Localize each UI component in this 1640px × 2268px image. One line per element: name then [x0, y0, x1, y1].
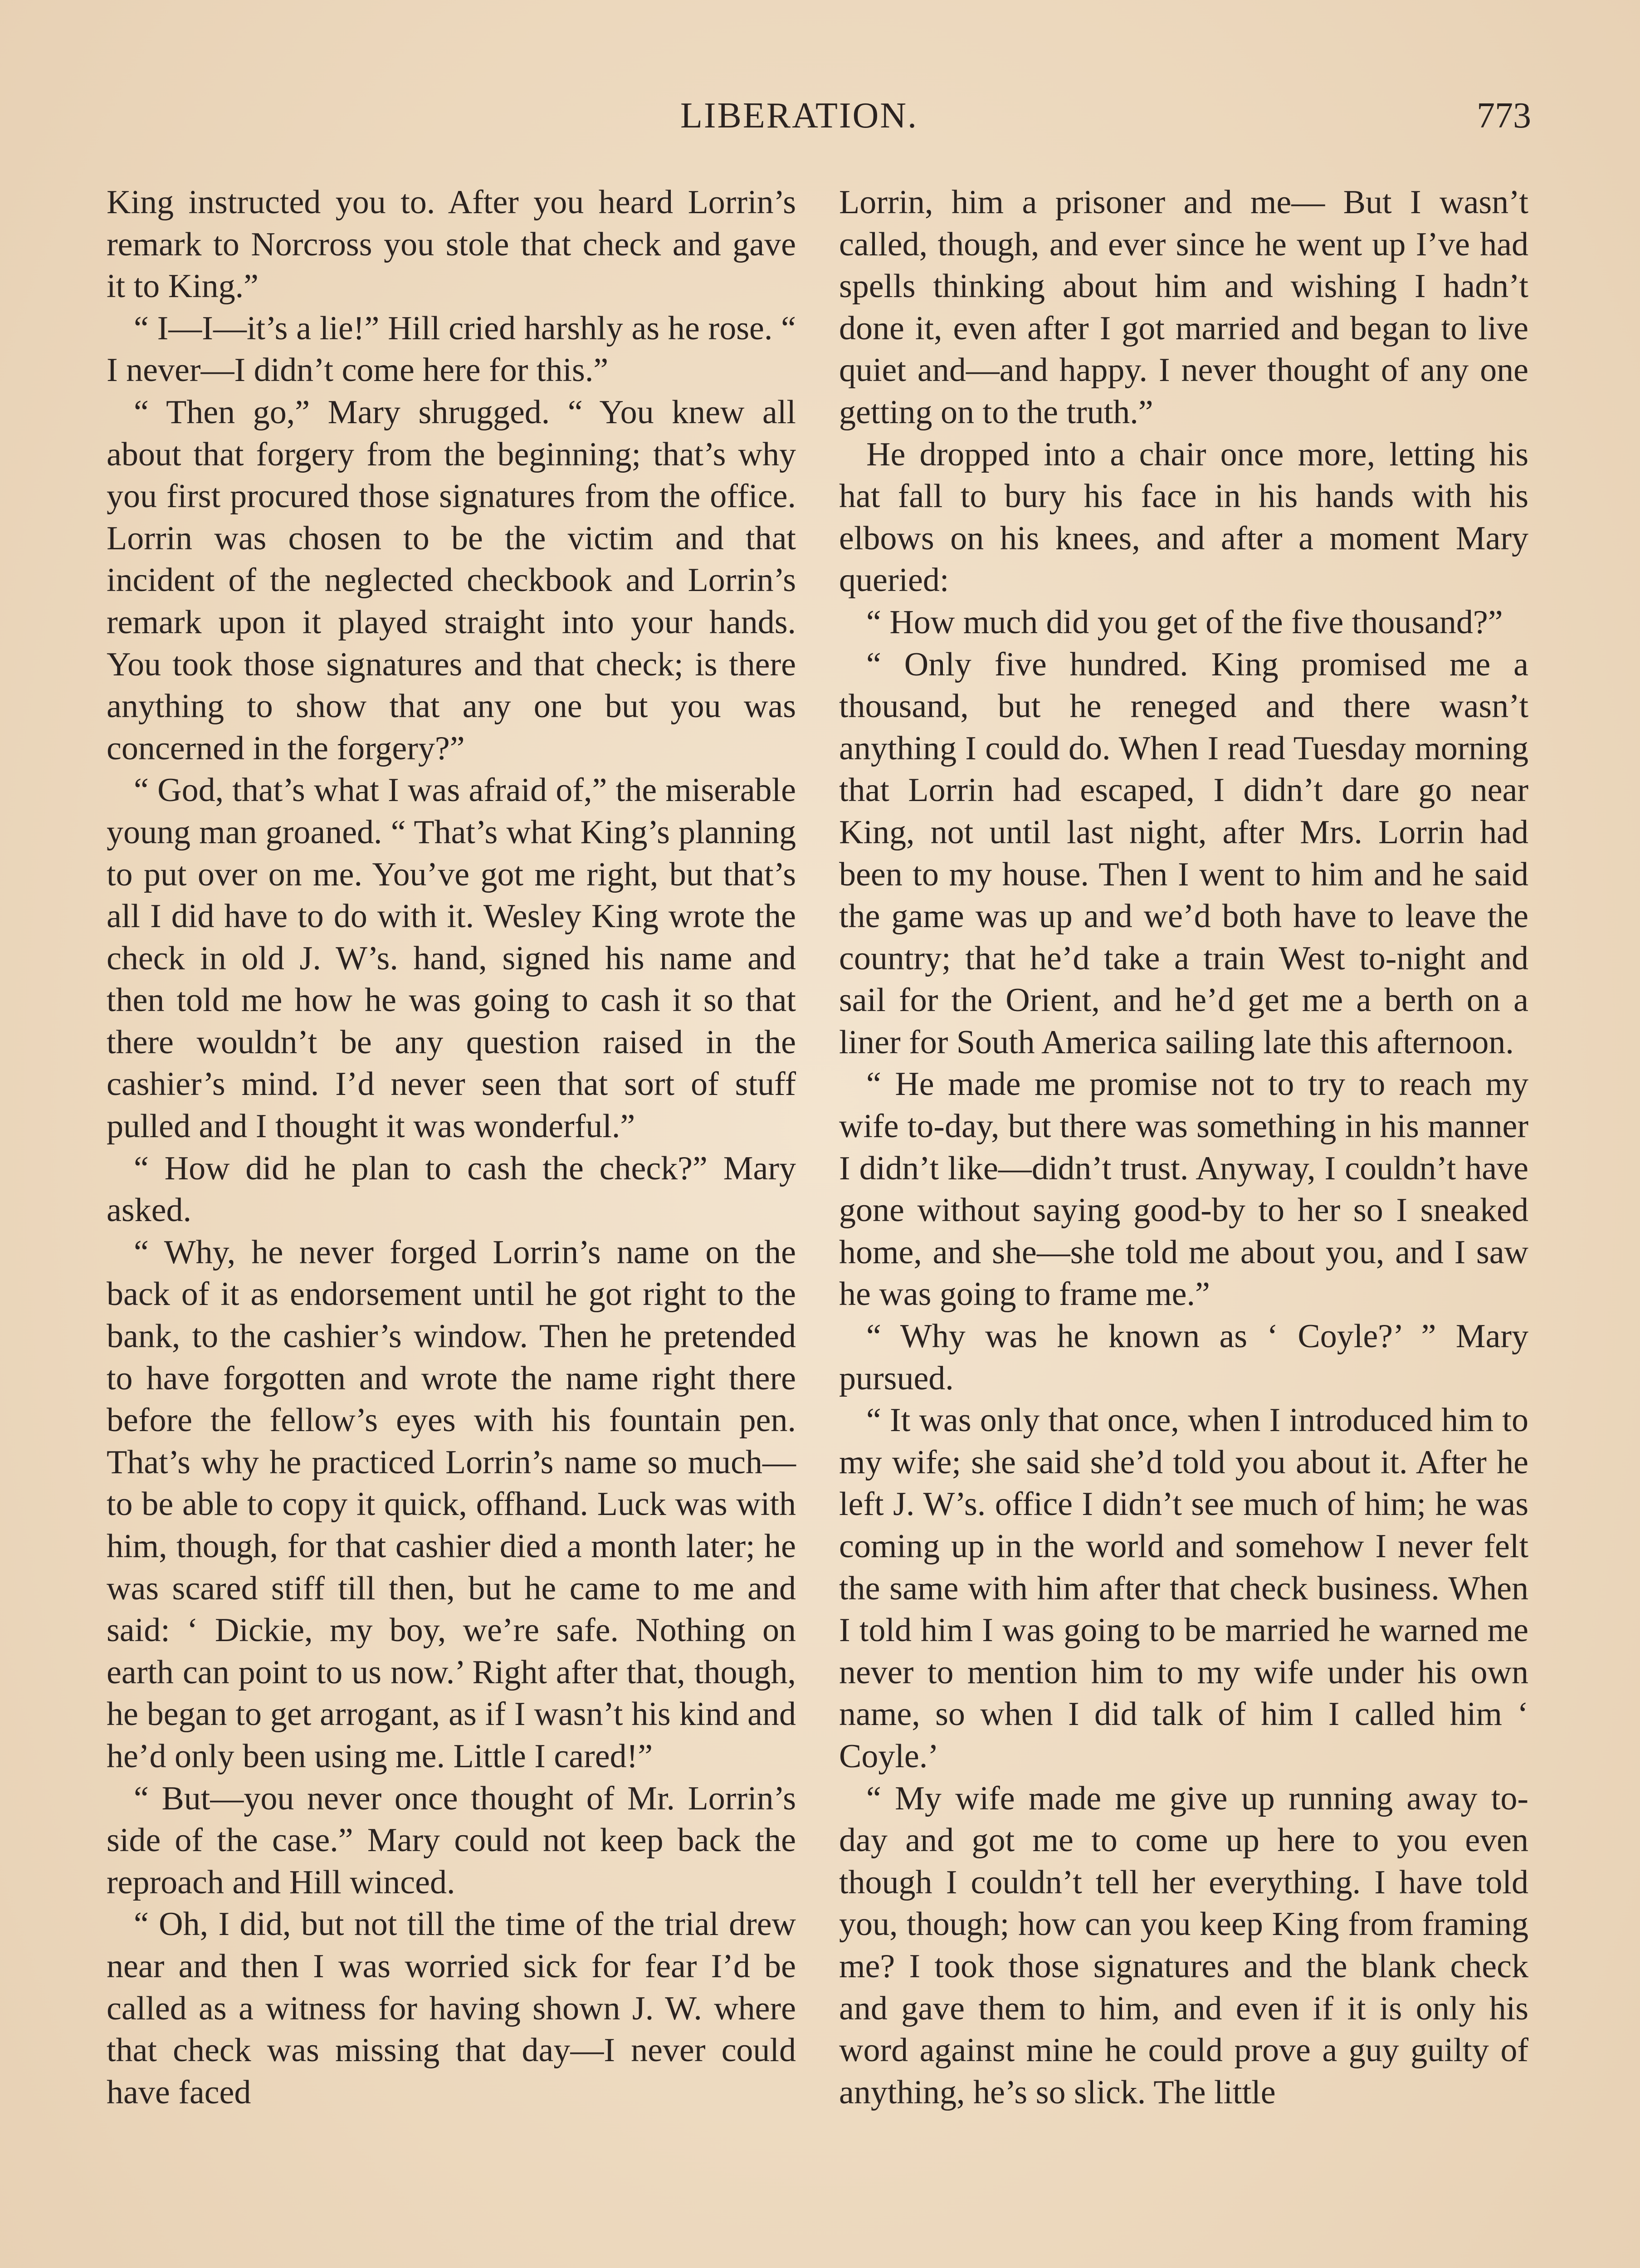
paragraph: “ Then go,” Mary shrugged. “ You knew all about that forgery from the beginning; that’s why you first procured those signatures from the office. Lorrin was chosen to be the victim and that incident of the neglected checkbook and Lorrin’s remark upon it played straight into your hands. You took those signatures and that check; is there anything to show that any one but you was concerned in the forgery?” [107, 393, 796, 767]
paragraph: “ Only five hundred. King promised me a thousand, but he reneged and there wasn’t anything I could do. When I read Tuesday morning that Lorrin had escaped, I didn’t dare go near King, not until last night, after Mrs. Lorrin had been to my house. Then I went to him and he said the game was up and we’d both have to leave the country; that he’d take a train West to-night and sail for the Orient, and he’d get me a berth on a liner for South America sailing late this afternoon. [839, 645, 1528, 1061]
paragraph: “ It was only that once, when I introduced him to my wife; she said she’d told you about it. After he left J. W’s. office I didn’t see much of him; he was coming up in the world and somehow I never felt the same with him after that check business. When I told him I was going to be married he warned me never to mention him to my wife under his own name, so when I did talk of him I called him ‘ Coyle.’ [839, 1402, 1528, 1775]
paragraph: King instructed you to. After you heard Lorrin’s remark to Norcross you stole that check and gave it to King.” [107, 184, 796, 305]
paragraph: “ My wife made me give up running away to-day and got me to come up here to you even though I couldn’t tell her everything. I have told you, though; how can you keep King from framing me? I took those signatures and the blank check and gave them to him, and even if it is only his word against mine he could prove a guy guilty of anything, he’s so slick. The little [839, 1779, 1528, 2111]
page-header [680, 91, 1531, 145]
paragraph: Lorrin, him a prisoner and me— But I wasn’t called, though, and ever since he went up I’ve had spells thinking about him and wishing I hadn’t done it, even after I got married and began to live quiet and—and happy. I never thought of any one getting on to the truth.” [839, 184, 1528, 431]
paragraph: “ God, that’s what I was afraid of,” the miserable young man groaned. “ That’s what King’s planning to put over on me. You’ve got me right, but that’s all I did have to do with it. Wesley King wrote the check in old J. W’s. hand, signed his name and then told me how he was going to cash it so that there wouldn’t be any question raised in the cashier’s mind. I’d never seen that sort of stuff pulled and I thought it was wonderful.” [107, 772, 796, 1145]
paragraph: “ How much did you get of the five thousand?” [866, 603, 1503, 641]
paragraph: “ Why was he known as ‘ Coyle?’ ” Mary pursued. [839, 1318, 1528, 1397]
page-number: 773 [1477, 96, 1531, 136]
running-title: LIBERATION. [680, 96, 918, 136]
left-column [107, 181, 796, 2113]
paragraph: “ He made me promise not to try to reach my wife to-day, but there was something in his manner I didn’t like—didn’t trust. Anyway, I couldn’t have gone without saying good-by to her so I sneaked home, and she—she told me about you, and I saw he was going to frame me.” [839, 1066, 1528, 1313]
paragraph: “ I—I—it’s a lie!” Hill cried harshly as he rose. “ I never—I didn’t come here for this.” [107, 309, 796, 389]
paragraph: He dropped into a chair once more, letting his hat fall to bury his face in his hands with his elbows on his knees, and after a moment Mary queried: [839, 435, 1528, 599]
paragraph: “ Oh, I did, but not till the time of the trial drew near and then I was worried sick for fear I’d be called as a witness for having shown J. W. where that check was missing that day—I never could have faced [107, 1906, 796, 2111]
paragraph: “ How did he plan to cash the check?” Mary asked. [107, 1149, 796, 1229]
paragraph: “ Why, he never forged Lorrin’s name on the back of it as endorsement until he got right to the bank, to the cashier’s window. Then he pretended to have forgotten and wrote the name right there before the fellow’s eyes with his fountain pen. That’s why he practiced Lorrin’s name so much—to be able to copy it quick, offhand. Luck was with him, though, for that cashier died a month later; he was scared stiff till then, but he came to me and said: ‘ Dickie, my boy, we’re safe. Nothing on earth can point to us now.’ Right after that, though, he began to get arrogant, as if I wasn’t his kind and he’d only been using me. Little I cared!” [107, 1233, 796, 1775]
right-column [839, 181, 1528, 2113]
paragraph: “ But—you never once thought of Mr. Lorrin’s side of the case.” Mary could not keep back the reproach and Hill winced. [107, 1779, 796, 1901]
